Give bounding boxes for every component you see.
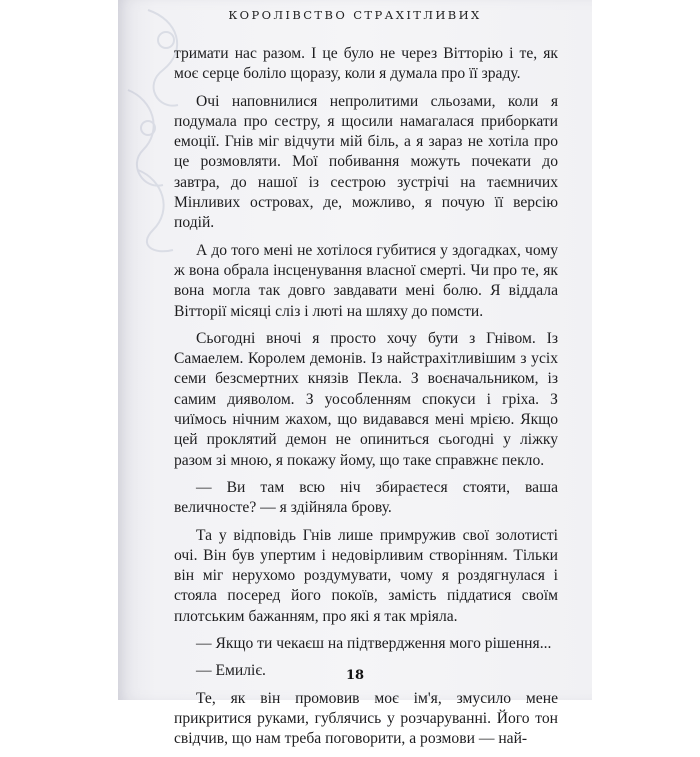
paragraph: Та у відповідь Гнів лише примружив свої золотисті очі. Він був упертим і недовірливим створінням. Тільки він міг нерухомо роздумувати, чому я роздягнулася і стояла посеред його покоїв, замість піддатися своїм плотським бажанням, про які я так мріяла. (174, 526, 558, 625)
paragraph: Очі наповнилися непролитими сльозами, коли я подумала про сестру, я щосили намагалася приборкати емоції. Гнів міг відчути мій біль, а я зараз не хотіла про це розмовляти. Мої побивання можуть почекати до завтра, до нашої із сестрою зустрічі на таємничих Мінливих островах, де, можливо, я почую її версію подій. (174, 92, 558, 232)
paragraph: — Якщо ти чекаєш на підтвердження мого рішення... (196, 635, 552, 653)
book-page (118, 0, 592, 748)
paragraph: — Емиліє. (196, 662, 266, 680)
page-number: 18 (345, 668, 365, 683)
running-header: КОРОЛІВСТВО СТРАХІТЛИВИХ (228, 8, 482, 22)
paragraph: тримати нас разом. І це було не через Вітторію і те, як моє серце боліло щоразу, коли я думала про її зраду. (174, 45, 558, 83)
paragraph: А до того мені не хотілося губитися у здогадках, чому ж вона обрала інсценування власної смерті. Чи про те, як вона могла так довго завдавати мені болю. Я віддала Вітторії місяці сліз і люті на шляху до помсти. (174, 241, 558, 320)
paragraph: Сьогодні вночі я просто хочу бути з Гнівом. Із Самаелем. Королем демонів. Із найстрахітливішим з усіх семи безсмертних князів Пекла. З воєначальником, із самим дияволом. З уособленням спокуси і гріха. З чиїмось нічним жахом, що видавався мені мрією. Якщо цей проклятий демон не опиниться сьогодні у ліжку разом зі мною, я покажу йому, що таке справжнє пекло. (174, 329, 558, 469)
paragraph: — Ви там всю ніч збираєтеся стояти, ваша величносте? — я здійняла брову. (174, 478, 558, 517)
body-text (174, 44, 558, 757)
paragraph: Те, як він промовив моє ім'я, змусило мене прикритися руками, гублячись у розчаруванні. Його тон свідчив, що нам треба поговорити, а розмови — най- (174, 689, 558, 748)
